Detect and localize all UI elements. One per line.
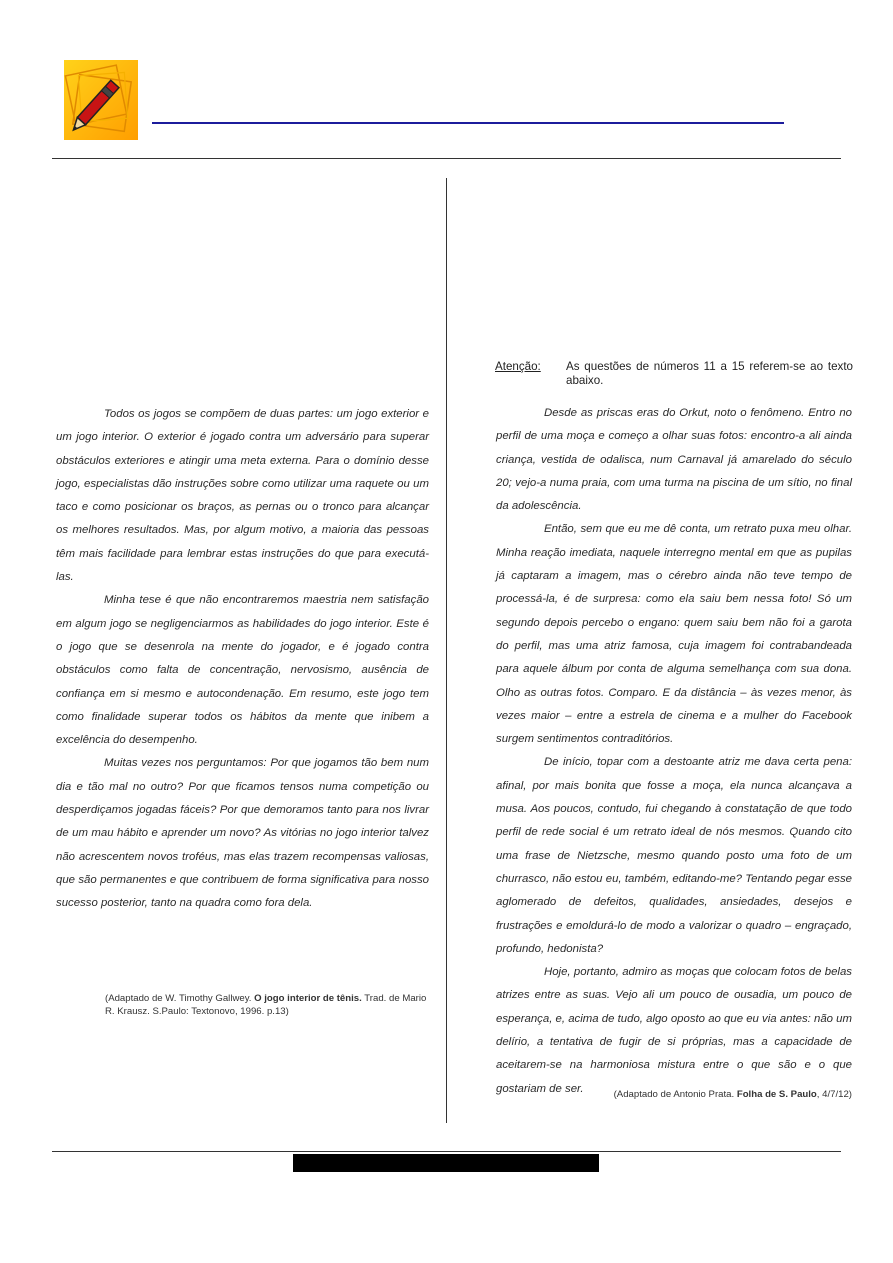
citation-suffix: Trad. de Mario R. Krausz. S.Paulo: Textonovo, 1996. p.13)	[105, 993, 427, 1017]
left-citation	[105, 992, 431, 1018]
right-column-text	[496, 402, 852, 1101]
pencil-on-paper-icon	[64, 60, 138, 140]
attention-text: As questões de números 11 a 15 referem-se ao texto abaixo.	[566, 360, 853, 387]
left-column-text	[56, 403, 429, 916]
citation-title: O jogo interior de tênis.	[254, 993, 362, 1004]
paragraph: Então, sem que eu me dê conta, um retrato puxa meu olhar. Minha reação imediata, naquele interregno mental em que as pupilas já captaram a imagem, mas o cérebro ainda não teve tempo de processá-la, é de surpresa: como ela saiu bem nessa foto! Só um segundo depois percebo o engano: quem saiu bem não foi a garota do perfil, mas uma atriz famosa, cuja imagem foi contrabandeada para aquele álbum por conta de alguma semelhança com sua dona. Olho as outras fotos. Comparo. E da distância – às vezes menor, às vezes maior – entre a estrela de cinema e a mulher do Facebook surgem sentimentos contraditórios.	[496, 523, 852, 746]
citation-prefix: (Adaptado de Antonio Prata.	[613, 1089, 737, 1100]
footer-bar	[293, 1154, 599, 1172]
page-top-rule	[52, 158, 841, 159]
paragraph: Muitas vezes nos perguntamos: Por que jogamos tão bem num dia e tão mal no outro? Por que ficamos tensos numa competição ou desperdiçamos jogadas fáceis? Por que demoramos tanto para nos livrar de um mau hábito e aprender um novo? As vitórias no jogo interior talvez não acrescentem novos troféus, mas elas trazem recompensas valiosas, que são permanentes e que contribuem de forma significativa para nosso sucesso posterior, tanto na quadra como fora dela.	[56, 757, 429, 910]
paragraph: Hoje, portanto, admiro as moças que colocam fotos de belas atrizes entre as suas. Vejo ali um pouco de ousadia, um pouco de esperança, e, acima de tudo, algo oposto ao que eu via antes: não um delírio, a tentativa de fugir de si próprias, mas a capacidade de aceitarem-se na harmoniosa mistura entre o que são e o que gostariam de ser.	[496, 966, 852, 1095]
paragraph: Todos os jogos se compõem de duas partes: um jogo exterior e um jogo interior. O exterior é jogado contra um adversário para superar obstáculos exteriores e atingir uma meta externa. Para o domínio desse jogo, especialistas dão instruções sobre como utilizar uma raquete ou um taco e como posicionar os braços, as pernas ou o tronco para alcançar os melhores resultados. Mas, por algum motivo, a maioria das pessoas têm mais facilidade para lembrar estas instruções do que para executá-las.	[56, 408, 429, 584]
column-divider	[446, 178, 447, 1123]
page-bottom-rule	[52, 1151, 841, 1152]
citation-title: Folha de S. Paulo	[736, 1089, 817, 1100]
attention-note	[495, 360, 853, 388]
paragraph: Minha tese é que não encontraremos maestria nem satisfação em algum jogo se negligenciarmos as habilidades do jogo interior. Este é o jogo que se desenrola na mente do jogador, e é jogado contra obstáculos como falta de concentração, nervosismo, ausência de confiança em si mesmo e autocondenação. Em resumo, este jogo tem como finalidade superar todos os hábitos da mente que inibem a excelência do desempenho.	[56, 594, 429, 747]
paragraph: De início, topar com a destoante atriz me dava certa pena: afinal, por mais bonita que fosse a moça, ela nunca alcançava a musa. Aos poucos, contudo, fui chegando à constatação de que todo perfil de rede social é um retrato ideal de nós mesmos. Quando cito uma frase de Nietzsche, mesmo quando posto uma foto de um churrasco, não estou eu, também, editando-me? Tentando pegar esse aglomerado de defeitos, qualidades, ansiedades, desejos e frustrações e emoldurá-lo de modo a valorizar o quadro – engraçado, profundo, hedonista?	[496, 756, 852, 955]
paragraph: Desde as priscas eras do Orkut, noto o fenômeno. Entro no perfil de uma moça e começo a olhar suas fotos: encontro-a ali ainda criança, vestida de odalisca, num Carnaval já amarelado do século 20; vejo-a numa praia, com uma turma na piscina de um sítio, no final da adolescência.	[496, 407, 852, 513]
citation-suffix: , 4/7/12)	[816, 1089, 852, 1100]
header-rule	[152, 122, 784, 124]
citation-prefix: (Adaptado de W. Timothy Gallwey.	[105, 993, 255, 1004]
right-citation	[560, 1088, 852, 1101]
attention-label: Atenção:	[495, 360, 541, 373]
